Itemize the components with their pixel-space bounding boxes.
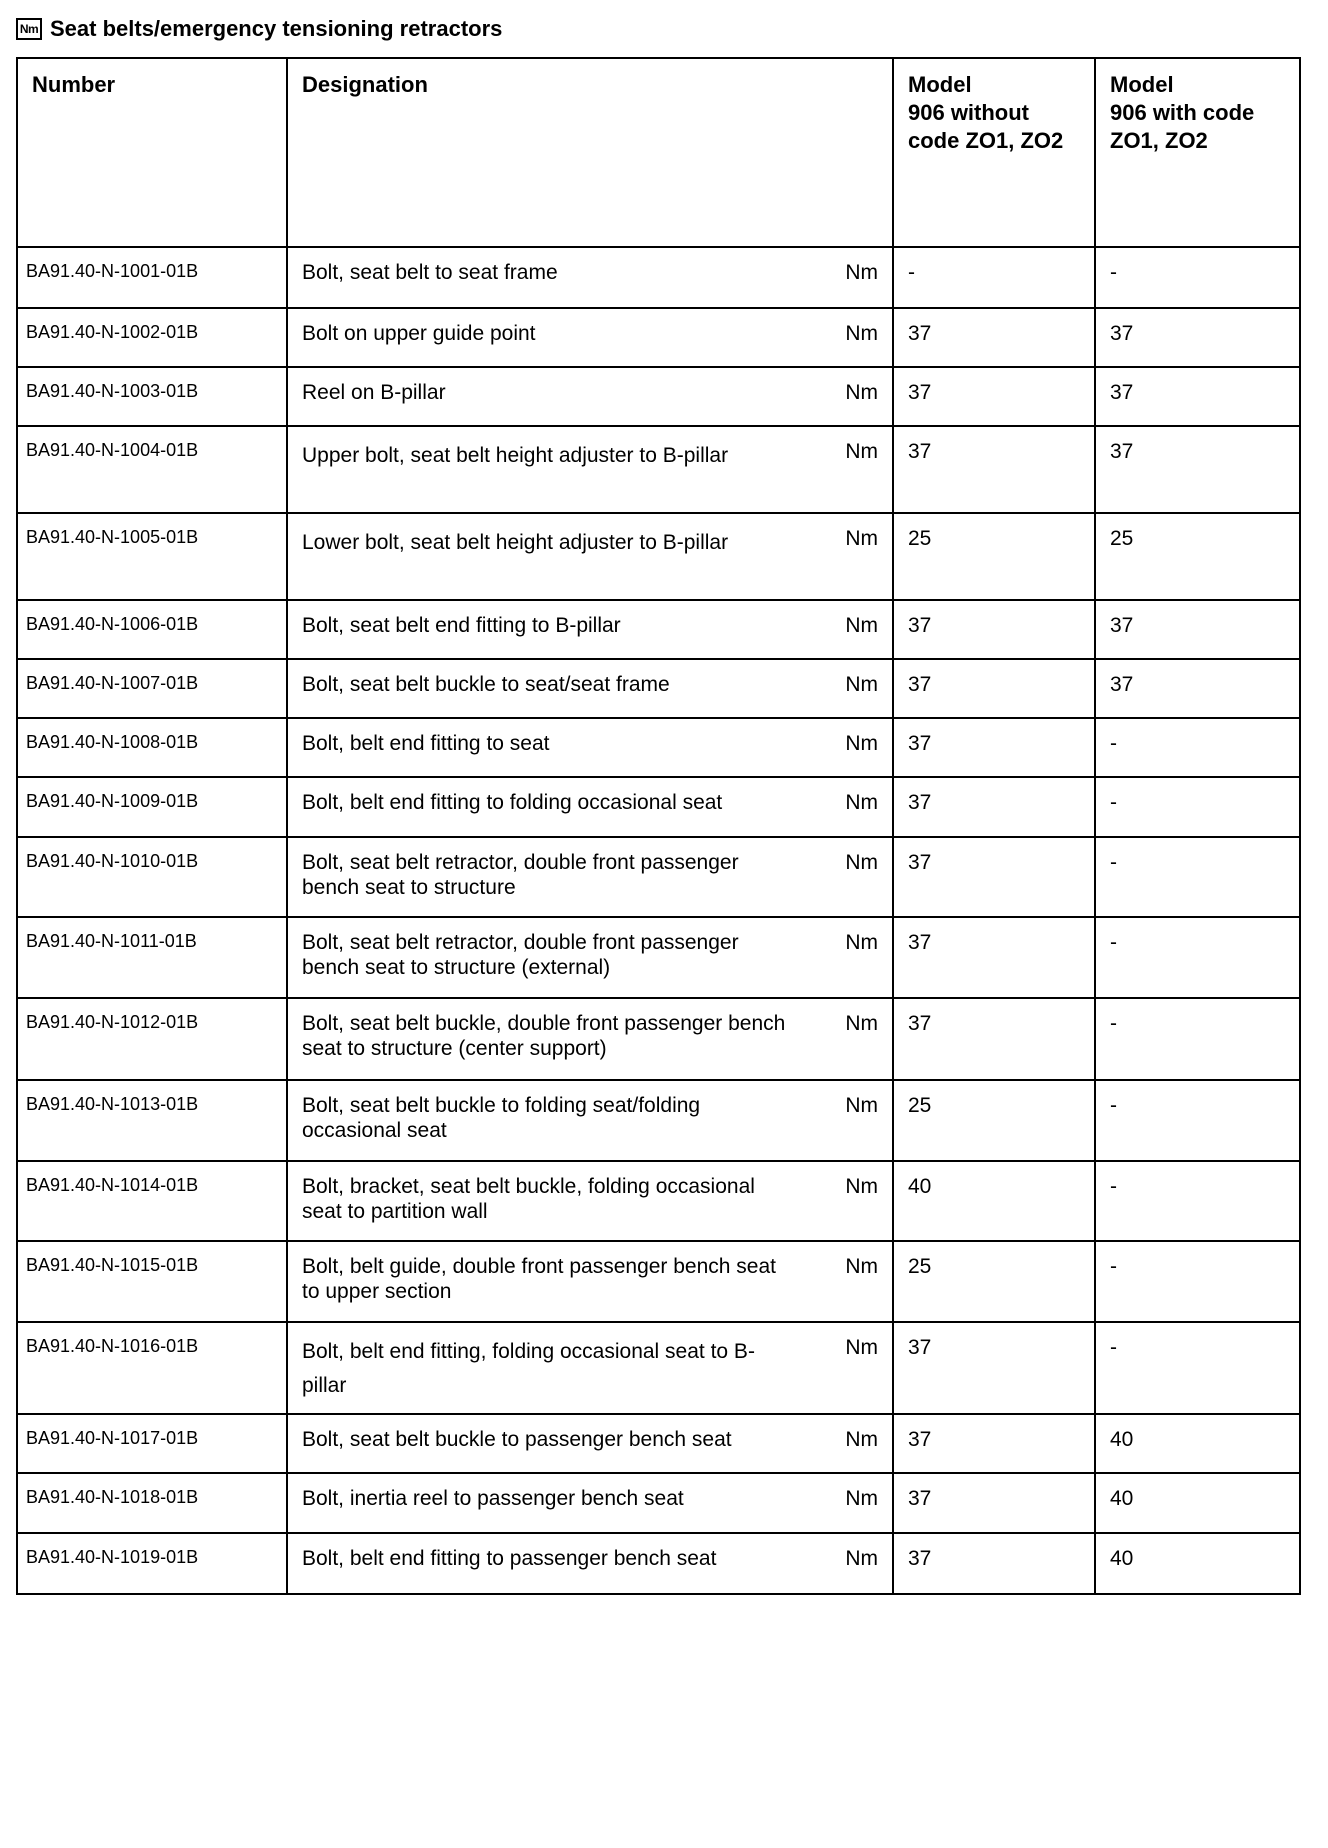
cell-number: BA91.40-N-1009-01B bbox=[17, 777, 287, 837]
designation-text: Bolt, belt guide, double front passenger bench seat to upper section bbox=[302, 1255, 776, 1303]
unit-label: Nm bbox=[845, 791, 878, 814]
unit-label: Nm bbox=[845, 1255, 878, 1278]
cell-value-with-code: - bbox=[1095, 1322, 1300, 1414]
cell-designation bbox=[287, 1080, 893, 1161]
header-model-variant: 906 without code ZO1, ZO2 bbox=[908, 100, 1064, 153]
table-row bbox=[17, 1322, 1300, 1414]
page-title-row bbox=[16, 14, 502, 44]
table-row bbox=[17, 837, 1300, 917]
unit-label: Nm bbox=[845, 931, 878, 954]
unit-label: Nm bbox=[845, 732, 878, 755]
cell-value-with-code: - bbox=[1095, 1080, 1300, 1161]
cell-number: BA91.40-N-1003-01B bbox=[17, 367, 287, 426]
unit-label: Nm bbox=[845, 440, 878, 463]
designation-text: Bolt, belt end fitting to passenger bench seat bbox=[302, 1547, 717, 1570]
cell-value-without-code: 37 bbox=[893, 308, 1095, 367]
cell-number: BA91.40-N-1008-01B bbox=[17, 718, 287, 777]
cell-value-without-code: 37 bbox=[893, 1322, 1095, 1414]
cell-designation bbox=[287, 600, 893, 659]
cell-value-without-code: 37 bbox=[893, 1414, 1095, 1473]
cell-number: BA91.40-N-1001-01B bbox=[17, 247, 287, 308]
cell-designation bbox=[287, 837, 893, 917]
cell-number: BA91.40-N-1016-01B bbox=[17, 1322, 287, 1414]
cell-number: BA91.40-N-1019-01B bbox=[17, 1533, 287, 1594]
unit-label: Nm bbox=[845, 1012, 878, 1035]
unit-label: Nm bbox=[845, 1336, 878, 1359]
unit-label: Nm bbox=[845, 381, 878, 404]
cell-value-without-code: 37 bbox=[893, 998, 1095, 1080]
cell-value-without-code: 37 bbox=[893, 837, 1095, 917]
cell-value-without-code: 37 bbox=[893, 600, 1095, 659]
cell-value-with-code: - bbox=[1095, 1241, 1300, 1322]
cell-value-without-code: 37 bbox=[893, 1533, 1095, 1594]
table-row bbox=[17, 718, 1300, 777]
cell-value-without-code: 37 bbox=[893, 367, 1095, 426]
cell-number: BA91.40-N-1006-01B bbox=[17, 600, 287, 659]
unit-label: Nm bbox=[845, 527, 878, 550]
nm-icon: Nm bbox=[16, 18, 42, 40]
cell-value-with-code: 37 bbox=[1095, 659, 1300, 718]
table-row bbox=[17, 1161, 1300, 1241]
unit-label: Nm bbox=[845, 673, 878, 696]
unit-label: Nm bbox=[845, 322, 878, 345]
cell-designation bbox=[287, 1161, 893, 1241]
cell-value-with-code: - bbox=[1095, 247, 1300, 308]
cell-designation bbox=[287, 367, 893, 426]
header-model-without-code bbox=[893, 58, 1095, 247]
table-row bbox=[17, 367, 1300, 426]
designation-text: Bolt, seat belt retractor, double front passenger bench seat to structure (external) bbox=[302, 931, 739, 979]
page-title: Seat belts/emergency tensioning retractors bbox=[50, 16, 503, 41]
designation-text: Bolt, seat belt buckle, double front passenger bench seat to structure (center support) bbox=[302, 1012, 786, 1060]
unit-label: Nm bbox=[845, 1428, 878, 1451]
table-row bbox=[17, 1241, 1300, 1322]
cell-value-with-code: 37 bbox=[1095, 308, 1300, 367]
cell-designation bbox=[287, 426, 893, 513]
designation-text: Bolt, belt end fitting to folding occasional seat bbox=[302, 791, 723, 814]
designation-text: Bolt, seat belt buckle to seat/seat frame bbox=[302, 673, 670, 696]
cell-number: BA91.40-N-1018-01B bbox=[17, 1473, 287, 1533]
cell-value-with-code: 37 bbox=[1095, 600, 1300, 659]
cell-value-without-code: 37 bbox=[893, 659, 1095, 718]
table-row bbox=[17, 917, 1300, 998]
unit-label: Nm bbox=[845, 1094, 878, 1117]
cell-value-with-code: 40 bbox=[1095, 1473, 1300, 1533]
cell-designation bbox=[287, 1533, 893, 1594]
cell-number: BA91.40-N-1017-01B bbox=[17, 1414, 287, 1473]
cell-designation bbox=[287, 308, 893, 367]
torque-table bbox=[16, 57, 1301, 1595]
cell-designation bbox=[287, 917, 893, 998]
table-header-row bbox=[17, 58, 1300, 247]
header-designation: Designation bbox=[287, 58, 893, 247]
designation-text: Bolt, bracket, seat belt buckle, folding occasional seat to partition wall bbox=[302, 1175, 755, 1223]
cell-value-without-code: 25 bbox=[893, 1241, 1095, 1322]
cell-designation bbox=[287, 1473, 893, 1533]
unit-label: Nm bbox=[845, 1487, 878, 1510]
table-row bbox=[17, 1473, 1300, 1533]
cell-value-without-code: 37 bbox=[893, 718, 1095, 777]
cell-value-with-code: 25 bbox=[1095, 513, 1300, 600]
designation-text: Bolt, seat belt to seat frame bbox=[302, 261, 558, 284]
unit-label: Nm bbox=[845, 261, 878, 284]
cell-value-without-code: 37 bbox=[893, 1473, 1095, 1533]
cell-designation bbox=[287, 1241, 893, 1322]
designation-text: Bolt, seat belt retractor, double front passenger bench seat to structure bbox=[302, 851, 739, 899]
cell-value-with-code: 40 bbox=[1095, 1414, 1300, 1473]
header-number: Number bbox=[17, 58, 287, 247]
cell-value-with-code: 37 bbox=[1095, 367, 1300, 426]
cell-designation bbox=[287, 513, 893, 600]
cell-value-with-code: - bbox=[1095, 837, 1300, 917]
cell-number: BA91.40-N-1015-01B bbox=[17, 1241, 287, 1322]
cell-designation bbox=[287, 247, 893, 308]
designation-text: Bolt on upper guide point bbox=[302, 322, 536, 345]
table-row bbox=[17, 247, 1300, 308]
cell-designation bbox=[287, 1322, 893, 1414]
cell-value-with-code: - bbox=[1095, 998, 1300, 1080]
table-row bbox=[17, 998, 1300, 1080]
cell-number: BA91.40-N-1002-01B bbox=[17, 308, 287, 367]
header-model-variant: 906 with code ZO1, ZO2 bbox=[1110, 100, 1255, 153]
designation-text: Lower bolt, seat belt height adjuster to B-pillar bbox=[302, 531, 729, 554]
cell-value-without-code: 25 bbox=[893, 1080, 1095, 1161]
cell-designation bbox=[287, 1414, 893, 1473]
cell-number: BA91.40-N-1011-01B bbox=[17, 917, 287, 998]
unit-label: Nm bbox=[845, 851, 878, 874]
designation-text: Reel on B-pillar bbox=[302, 381, 446, 404]
unit-label: Nm bbox=[845, 1175, 878, 1198]
cell-value-without-code: - bbox=[893, 247, 1095, 308]
cell-number: BA91.40-N-1013-01B bbox=[17, 1080, 287, 1161]
cell-number: BA91.40-N-1007-01B bbox=[17, 659, 287, 718]
designation-text: Bolt, belt end fitting to seat bbox=[302, 732, 550, 755]
unit-label: Nm bbox=[845, 1547, 878, 1570]
cell-value-with-code: 40 bbox=[1095, 1533, 1300, 1594]
cell-number: BA91.40-N-1010-01B bbox=[17, 837, 287, 917]
cell-value-with-code: - bbox=[1095, 917, 1300, 998]
designation-text: Bolt, inertia reel to passenger bench seat bbox=[302, 1487, 684, 1510]
designation-text: Upper bolt, seat belt height adjuster to B-pillar bbox=[302, 444, 729, 467]
cell-designation bbox=[287, 777, 893, 837]
cell-value-with-code: 37 bbox=[1095, 426, 1300, 513]
table-row bbox=[17, 777, 1300, 837]
header-model-label: Model bbox=[908, 72, 972, 97]
cell-value-without-code: 37 bbox=[893, 777, 1095, 837]
cell-number: BA91.40-N-1005-01B bbox=[17, 513, 287, 600]
cell-value-without-code: 40 bbox=[893, 1161, 1095, 1241]
cell-number: BA91.40-N-1004-01B bbox=[17, 426, 287, 513]
unit-label: Nm bbox=[845, 614, 878, 637]
cell-designation bbox=[287, 998, 893, 1080]
cell-value-with-code: - bbox=[1095, 1161, 1300, 1241]
header-model-with-code bbox=[1095, 58, 1300, 247]
cell-number: BA91.40-N-1014-01B bbox=[17, 1161, 287, 1241]
table-row bbox=[17, 308, 1300, 367]
cell-value-without-code: 37 bbox=[893, 917, 1095, 998]
cell-value-with-code: - bbox=[1095, 777, 1300, 837]
header-model-label: Model bbox=[1110, 72, 1174, 97]
cell-value-with-code: - bbox=[1095, 718, 1300, 777]
designation-text: Bolt, seat belt buckle to passenger bench seat bbox=[302, 1428, 732, 1451]
cell-designation bbox=[287, 659, 893, 718]
cell-designation bbox=[287, 718, 893, 777]
cell-value-without-code: 37 bbox=[893, 426, 1095, 513]
cell-number: BA91.40-N-1012-01B bbox=[17, 998, 287, 1080]
table-row bbox=[17, 1080, 1300, 1161]
designation-text: Bolt, seat belt end fitting to B-pillar bbox=[302, 614, 621, 637]
designation-text: Bolt, seat belt buckle to folding seat/folding occasional seat bbox=[302, 1094, 701, 1142]
table-row bbox=[17, 1533, 1300, 1594]
designation-text: Bolt, belt end fitting, folding occasional seat to B-pillar bbox=[302, 1340, 755, 1397]
table-row bbox=[17, 1414, 1300, 1473]
table-row bbox=[17, 659, 1300, 718]
table-row bbox=[17, 600, 1300, 659]
cell-value-without-code: 25 bbox=[893, 513, 1095, 600]
table-row bbox=[17, 426, 1300, 513]
table-row bbox=[17, 513, 1300, 600]
